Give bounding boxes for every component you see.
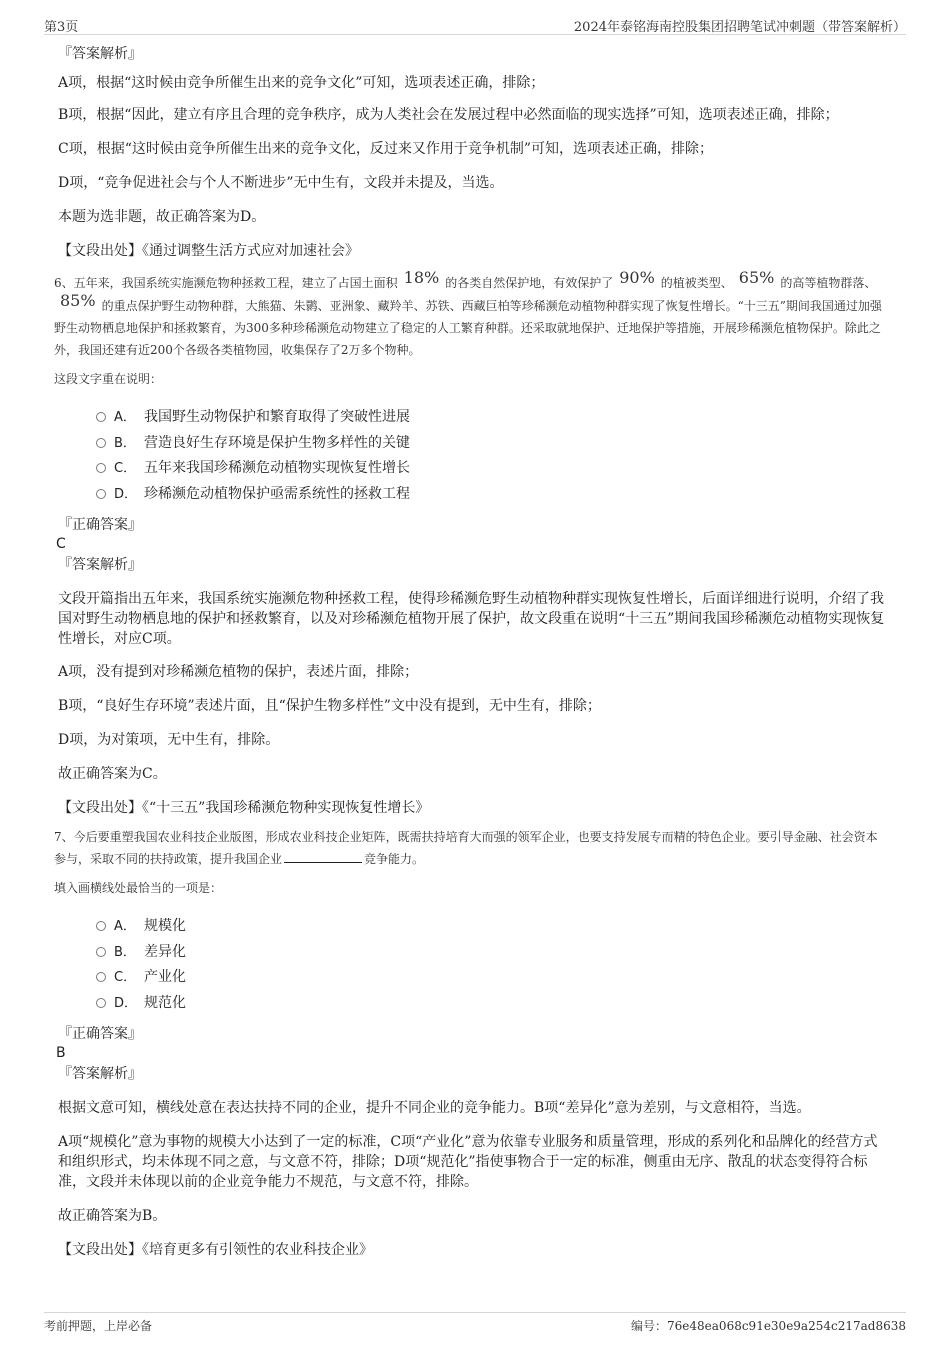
q5-analysis-a: A项，根据“这时候由竞争所催生出来的竞争文化”可知，选项表述正确，排除； <box>58 75 545 91</box>
q6-option-b[interactable]: B． 营造良好生存环境是保护生物多样性的关键 <box>96 431 886 457</box>
q6-percent-2: 90% <box>619 268 655 287</box>
q6-text-4: 的高等植物群落、 <box>780 276 877 290</box>
q7-analysis-main: 根据文意可知，横线处意在表达扶持不同的企业，提升不同企业的竞争能力。B项“差异化”意为差别，与文意相符，当选。 <box>58 1100 811 1116</box>
page-footer <box>44 1312 906 1335</box>
page-number: 第3页 <box>44 20 79 35</box>
q7-question-text <box>54 826 886 870</box>
radio-icon[interactable] <box>96 489 106 499</box>
q7-answer: B <box>56 1045 66 1061</box>
radio-icon[interactable] <box>96 463 106 473</box>
q7-options <box>96 914 886 1016</box>
q6-option-c[interactable]: C． 五年来我国珍稀濒危动植物实现恢复性增长 <box>96 456 886 482</box>
radio-icon[interactable] <box>96 947 106 957</box>
q7-source: 【文段出处】《培育更多有引领性的农业科技企业》 <box>58 1242 373 1258</box>
radio-icon[interactable] <box>96 412 106 422</box>
q6-analysis-a: A项，没有提到对珍稀濒危植物的保护，表述片面，排除； <box>58 664 419 680</box>
q6-prompt: 这段文字重在说明： <box>54 372 163 386</box>
q7-analysis-others: A项“规模化”意为事物的规模大小达到了一定的标准，C项“产业化”意为依靠专业服务和质量管理，形成的系列化和品牌化的经营方式和组织形式，均未体现不同之意，与文意不符，排除；D项“规范化”指使事物合于一定的标准，侧重由无序、散乱的状态变得符合标准，文段并未体现以前的企业竞争能力不规范，与文意不符，排除。 <box>58 1134 878 1190</box>
radio-icon[interactable] <box>96 972 106 982</box>
q6-answer: C <box>56 536 66 552</box>
radio-icon[interactable] <box>96 998 106 1008</box>
q6-answer-label: 『正确答案』 <box>58 517 142 533</box>
q5-source: 【文段出处】《通过调整生活方式应对加速社会》 <box>58 243 359 259</box>
q5-analysis-c: C项，根据“这时候由竞争所催生出来的竞争文化，反过来又作用于竞争机制”可知，选项表述正确，排除； <box>58 141 714 157</box>
radio-icon[interactable] <box>96 921 106 931</box>
q6-analysis-label: 『答案解析』 <box>58 557 142 573</box>
q6-percent-4: 85% <box>60 291 96 310</box>
q5-conclusion: 本题为选非题，故正确答案为D。 <box>58 209 266 225</box>
q7-option-b[interactable]: B． 差异化 <box>96 940 886 966</box>
document-title: 2024年泰铭海南控股集团招聘笔试冲刺题（带答案解析） <box>573 20 906 35</box>
q6-text-5: 的重点保护野生动物种群，大熊猫、朱鹮、亚洲象、藏羚羊、苏铁、西藏巨柏等珍稀濒危动植物种群实现了恢复性增长。“十三五”期间我国通过加强野生动物栖息地保护和拯救繁育，为300多种珍稀濒危动物建立了稳定的人工繁育种群。还采取就地保护、迁地保护等措施，开展珍稀濒危植物保护。除此之外，我国还建有近200个各级各类植物园，收集保存了2万多个物种。 <box>54 299 882 357</box>
fill-blank <box>284 850 362 863</box>
radio-icon[interactable] <box>96 438 106 448</box>
q7-analysis-label: 『答案解析』 <box>58 1066 142 1082</box>
q7-prompt: 填入画横线处最恰当的一项是： <box>54 881 223 895</box>
page-content <box>56 44 886 1270</box>
q6-conclusion: 故正确答案为C。 <box>58 766 167 782</box>
q6-percent-1: 18% <box>403 268 440 287</box>
q7-answer-label: 『正确答案』 <box>58 1026 142 1042</box>
q6-analysis-b: B项，“良好生存环境”表述片面，且“保护生物多样性”文中没有提到，无中生有，排除； <box>58 698 601 714</box>
q7-conclusion: 故正确答案为B。 <box>58 1208 167 1224</box>
q7-text-2: 竞争能力。 <box>364 852 425 866</box>
q7-option-c[interactable]: C． 产业化 <box>96 965 886 991</box>
q6-source: 【文段出处】《“十三五”我国珍稀濒危物种实现恢复性增长》 <box>58 800 430 816</box>
q5-analysis-d: D项，“竞争促进社会与个人不断进步”无中生有，文段并未提及，当选。 <box>58 175 504 191</box>
q7-option-a[interactable]: A． 规模化 <box>96 914 886 940</box>
q7-option-d[interactable]: D． 规范化 <box>96 991 886 1017</box>
q6-option-a[interactable]: A． 我国野生动物保护和繁育取得了突破性进展 <box>96 405 886 431</box>
q6-percent-3: 65% <box>738 268 775 287</box>
document-id: 编号：76e48ea068c91e30e9a254c217ad8638 <box>631 1319 906 1333</box>
q5-analysis-label: 『答案解析』 <box>58 46 142 62</box>
q6-text-3: 的植被类型、 <box>660 276 733 290</box>
footer-slogan: 考前押题，上岸必备 <box>44 1319 153 1333</box>
q6-analysis-d: D项，为对策项，无中生有，排除。 <box>58 732 280 748</box>
q6-options <box>96 405 886 507</box>
q6-question-text <box>54 268 886 361</box>
q7-text-1: 7、今后要重塑我国农业科技企业版图，形成农业科技企业矩阵，既需扶持培育大而强的领军企业，也要支持发展专而精的特色企业。要引导金融、社会资本参与，采取不同的扶持政策，提升我国企业 <box>54 830 878 866</box>
q6-text-2: 的各类自然保护地，有效保护了 <box>445 276 614 290</box>
page-header <box>44 14 906 35</box>
q6-text-1: 6、五年来，我国系统实施濒危物种拯救工程，建立了占国土面积 <box>54 276 398 290</box>
q6-analysis-main: 文段开篇指出五年来，我国系统实施濒危物种拯救工程，使得珍稀濒危野生动植物种群实现恢复性增长，后面详细进行说明，介绍了我国对野生动物栖息地的保护和拯救繁育，以及对珍稀濒危植物开展了保护，故文段重在说明“十三五”期间我国珍稀濒危动植物实现恢复性增长，对应C项。 <box>58 591 885 647</box>
q5-analysis-b: B项，根据“因此，建立有序且合理的竞争秩序，成为人类社会在发展过程中必然面临的现实选择”可知，选项表述正确，排除； <box>58 107 839 123</box>
q6-option-d[interactable]: D． 珍稀濒危动植物保护亟需系统性的拯救工程 <box>96 482 886 508</box>
